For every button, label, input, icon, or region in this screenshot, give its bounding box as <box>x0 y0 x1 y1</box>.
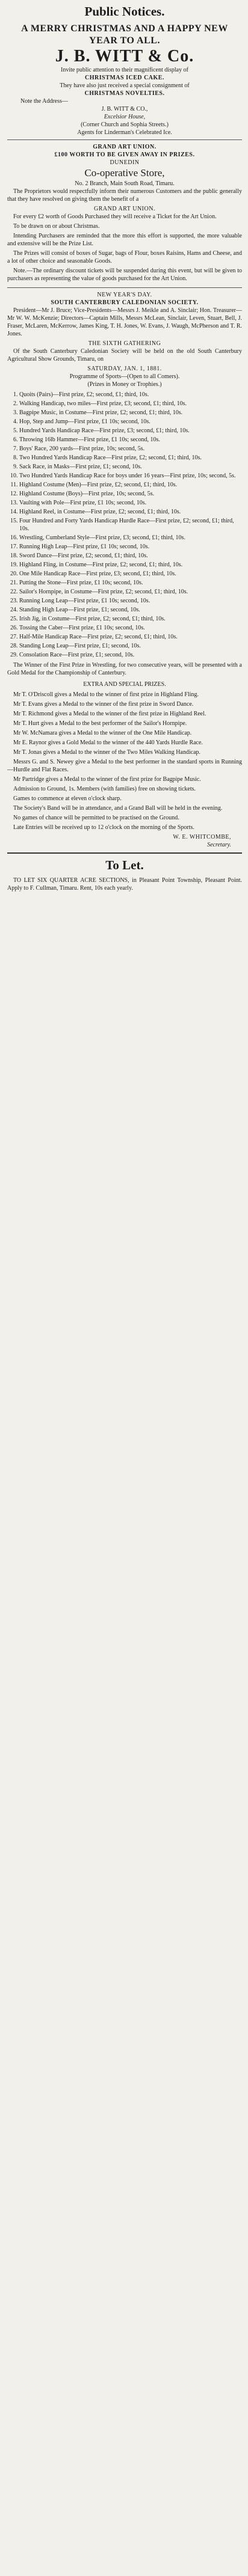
witt-cakes: CHRISTMAS ICED CAKE. <box>85 75 164 81</box>
art-union-p6: Note.—The ordinary discount tickets will be suspended during this event, but will be given to purchasers as representing the value of goods purchased for the Art Union. <box>7 268 242 282</box>
extra-prize-item: Mr T. Richmond gives a Medal to the winner of the first prize in Highland Reel. <box>13 711 206 717</box>
extra-prize-item: Mr Partridge gives a Medal to the winner of the first prize for Bagpipe Music. <box>13 776 201 783</box>
secretary-name: W. E. WHITCOMBE, <box>173 834 231 840</box>
witt-agents: Agents for Linderman's Celebrated Ice. <box>77 129 172 136</box>
extra-prize-item: Mr W. McNamara gives a Medal to the winner of the One Mile Handicap. <box>13 730 192 736</box>
gathering-date: SATURDAY, JAN. 1, 1881. <box>87 366 162 372</box>
sport-item: 6. Throwing 16lb Hammer—First prize, £1 10s; second, 10s. <box>19 436 242 444</box>
sport-item: 5. Hundred Yards Handicap Race—First prize, £3; second, £1; third, 10s. <box>19 427 242 435</box>
witt-note: Note the Address— <box>20 98 68 105</box>
extra-prize-item: Messrs G. and S. Newey give a Medal to the best performer in the standard sports in Running—Hurdle and Flat Races. <box>7 759 242 773</box>
sport-item: 12. Highland Costume (Boys)—First prize, 10s; second, 5s. <box>19 490 242 498</box>
to-let-advertisement <box>7 857 242 894</box>
sixth-gathering-head: THE SIXTH GATHERING <box>88 340 161 347</box>
art-union-p5: The Prizes will consist of boxes of Sugar, bags of Flour, boxes Raisins, Hams and Cheese, and a lot of other choice and seasonable Goods. <box>7 250 242 265</box>
art-union-advertisement <box>7 143 242 284</box>
sport-item: 19. Highland Fling, in Costume—First prize, £2; second, £1; third, 10s. <box>19 561 242 569</box>
society-officers: President—Mr J. Bruce; Vice-Presidents—Messrs J. Meikle and A. Sinclair; Hon. Treasurer—Mr W. W. McKenzie; Directors—Captain Mills, Messrs McLean, Sinclair, Leven, Stuart, Bell, J. Fraser, McLaren, McKerrow, James King, T. H. Jones, W. Evans, J. Waugh, McPherson and T. R. Jones. <box>7 307 242 337</box>
entries-note: Late Entries will be received up to 12 o'clock on the morning of the Sports. <box>13 824 194 831</box>
sport-item: 28. Standing Long Leap—First prize, £1; second, 10s. <box>19 642 242 650</box>
witt-advertisement <box>7 23 242 136</box>
games-note: No games of chance will be permitted to be practised on the Ground. <box>13 815 179 821</box>
art-union-head: GRAND ART UNION. <box>93 144 157 150</box>
sport-item: 11. Highland Costume (Men)—First prize, £2; second, £1; third, 10s. <box>19 481 242 489</box>
witt-novelties: CHRISTMAS NOVELTIES. <box>84 90 165 97</box>
sport-item: 17. Running High Leap—First prize, £1 10s; second, 10s. <box>19 543 242 551</box>
sport-item: 26. Tossing the Caber—First prize, £1 10s; second, 10s. <box>19 624 242 632</box>
witt-address-name: J. B. WITT & CO., <box>101 106 148 112</box>
art-union-p1: The Proprietors would respectfully inform their numerous Customers and the public generally that they have resolved on giving them the benefit of a <box>7 188 242 203</box>
sport-item: 18. Sword Dance—First prize, £2; second, £1; third, 10s. <box>19 552 242 560</box>
sport-item: 25. Irish Jig, in Costume—First prize, £2; second, £1; third, 10s. <box>19 615 242 623</box>
art-union-p1-head: GRAND ART UNION. <box>94 206 155 212</box>
sport-item: 22. Sailor's Hornpipe, in Costume—First prize, £2; second, £1; third, 10s. <box>19 588 242 596</box>
sport-item: 8. Two Hundred Yards Handicap Race—First prize, £2; second, £1; third, 10s. <box>19 454 242 462</box>
sport-item: 24. Standing High Leap—First prize, £1; second, 10s. <box>19 606 242 614</box>
store-name: Co-operative Store, <box>84 167 165 179</box>
to-let-head: To Let. <box>105 858 144 872</box>
sport-item: 21. Putting the Stone—First prize, £1 10s; second, 10s. <box>19 579 242 587</box>
sport-item: 23. Running Long Leap—First prize, £1 10s; second, 10s. <box>19 597 242 605</box>
store-branch: No. 2 Branch, Main South Road, Timaru. <box>75 180 175 187</box>
divider <box>7 139 242 140</box>
witt-name: J. B. WITT & Co. <box>55 47 194 66</box>
witt-address-house: Excelsior House, <box>104 114 146 120</box>
art-union-p2: For every £2 worth of Goods Purchased they will receive a Ticket for the Art Union. <box>13 213 217 220</box>
sport-item: 20. One Mile Handicap Race—First prize, £3; second, £1; third, 10s. <box>19 570 242 578</box>
sport-item: 2. Walking Handicap, two miles—First prize, £3; second, £1; third, 10s. <box>19 400 242 408</box>
extra-prize-item: Mr T. Hurt gives a Medal to the best performer of the Sailor's Hornpipe. <box>13 720 187 727</box>
sport-item: 4. Hop, Step and Jump—First prize, £1 10s; second, 10s. <box>19 418 242 426</box>
extra-prize-item: Mr T. Jonas gives a Medal to the winner of the Two Miles Walking Handicap. <box>13 749 201 756</box>
band-note: The Society's Band will be in attendance, and a Grand Ball will be held in the evening. <box>13 805 223 812</box>
sport-item: 27. Half-Mile Handicap Race—First prize, £2; second, £1; third, 10s. <box>19 633 242 641</box>
sport-item: 1. Quoits (Pairs)—First prize, £2; second, £1; third, 10s. <box>19 391 242 399</box>
sport-item: 7. Boys' Race, 200 yards—First prize, 10s; second, 5s. <box>19 445 242 453</box>
society-name: SOUTH CANTERBURY CALEDONIAN SOCIETY. <box>51 299 199 306</box>
sports-list <box>7 391 242 659</box>
sport-item: 15. Four Hundred and Forty Yards Handicap Hurdle Race—First prize, £2; second, £1; third, 10s. <box>19 517 242 533</box>
divider <box>7 287 242 288</box>
divider <box>7 852 242 854</box>
sport-item: 3. Bagpipe Music, in Costume—First prize, £2; second, £1; third, 10s. <box>19 409 242 417</box>
art-union-p4: Intending Purchasers are reminded that the more this effort is supported, the more valuable and extensive will be the Prize List. <box>7 233 242 247</box>
winner-note: The Winner of the First Prize in Wrestling, for two consecutive years, will be presented with a Gold Medal for the Championship of Canterbury. <box>7 662 242 676</box>
witt-greeting: A MERRY CHRISTMAS AND A HAPPY NEW YEAR TO ALL. <box>21 23 228 46</box>
sport-item: 9. Sack Race, in Masks—First prize, £1; second, 10s. <box>19 463 242 471</box>
extra-prize-item: Mr T. Evans gives a Medal to the winner of the first prize in Sword Dance. <box>13 701 194 708</box>
gathering-intro: Of the South Canterbury Caledonian Society will be held on the old South Canterbury Agricultural Show Grounds, Timaru, on <box>7 348 242 363</box>
new-year-head: NEW YEAR'S DAY. <box>97 292 152 298</box>
sport-item: 10. Two Hundred Yards Handicap Race for boys under 16 years—First prize, 10s; second, 5s. <box>19 472 242 480</box>
witt-received: They have also just received a special consignment of <box>60 82 190 89</box>
sport-item: 13. Vaulting with Pole—First prize, £1 10s; second, 10s. <box>19 499 242 507</box>
section-title: Public Notices. <box>84 4 165 19</box>
art-union-prize: £100 WORTH TO BE GIVEN AWAY IN PRIZES. <box>54 151 195 158</box>
sport-item: 14. Highland Reel, in Costume—First prize, £2; second, £1; third, 10s. <box>19 508 242 516</box>
programme-head: Programme of Sports—(Open to all Comers). <box>69 373 180 380</box>
witt-address-corner: (Corner Church and Sophia Streets.) <box>81 121 169 128</box>
caledonian-advertisement <box>7 291 242 849</box>
art-union-place: DUNEDIN <box>110 159 140 166</box>
secretary-title: Secretary. <box>207 842 231 848</box>
witt-invite: Invite public attention to their magnificent display of <box>61 67 188 73</box>
art-union-p3: To be drawn on or about Christmas. <box>13 223 100 230</box>
sport-item: 29. Consolation Race—First prize, £1; second, 10s. <box>19 651 242 659</box>
sport-item: 16. Wrestling, Cumberland Style—First prize, £3; second, £1; third, 10s. <box>19 534 242 542</box>
admission-note: Admission to Ground, 1s. Members (with families) free on showing tickets. <box>13 786 196 792</box>
extra-prizes-list <box>7 691 242 783</box>
to-let-text: TO LET SIX QUARTER ACRE SECTIONS, in Pleasant Point Township, Pleasant Point. Apply to F. Cullman, Timaru. Rent, 10s each yearly. <box>7 877 242 892</box>
extra-prizes-head: EXTRA AND SPECIAL PRIZES. <box>83 681 166 688</box>
extra-prize-item: Mr E. Raynor gives a Gold Medal to the winner of the 440 Yards Hurdle Race. <box>13 739 203 746</box>
extra-prize-item: Mr T. O'Driscoll gives a Medal to the winner of first prize in Highland Fling. <box>13 691 199 698</box>
programme-money: (Prizes in Money or Trophies.) <box>87 381 162 388</box>
start-note: Games to commence at eleven o'clock sharp. <box>13 795 122 802</box>
